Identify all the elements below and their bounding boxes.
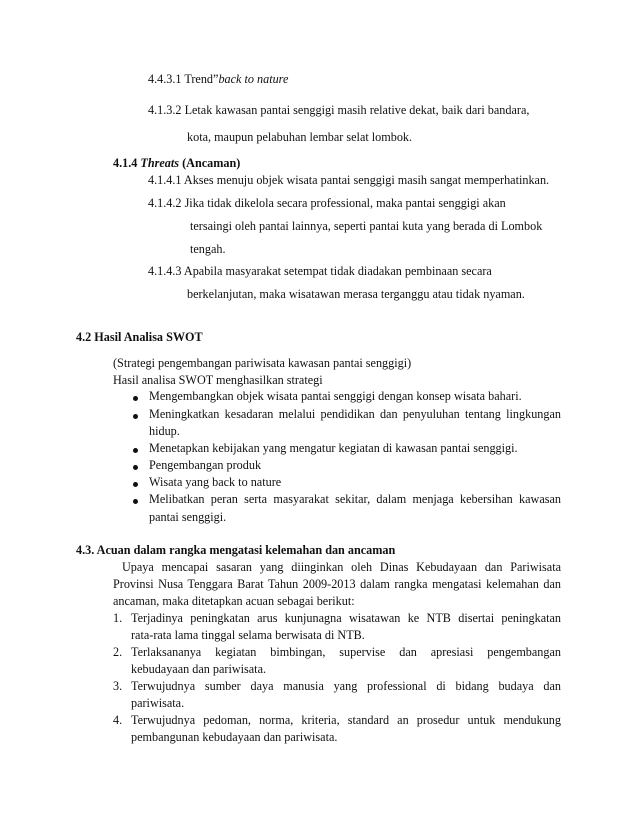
acuan-item-4-number: 4.: [113, 713, 123, 727]
acuan-para-line-2: Provinsi Nusa Tenggara Barat Tahun 2009-2013 dalam rangka mengatasi kelemahan dan: [113, 577, 561, 591]
swot-subtitle: (Strategi pengembangan pariwisata kawasan pantai senggigi): [113, 356, 412, 370]
acuan-item-3: Terwujudnya sumber daya manusia yang professional di bidang budaya dan: [131, 679, 561, 693]
threats-item-4141: 4.1.4.1 Akses menuju objek wisata pantai senggigi masih sangat memperhatinkan.: [148, 173, 550, 187]
acuan-heading: 4.3. Acuan dalam rangka mengatasi kelemahan dan ancaman: [76, 543, 396, 557]
bullet-icon: [133, 414, 138, 419]
acuan-item-2-number: 2.: [113, 645, 123, 659]
bullet-icon: [133, 482, 138, 487]
item-label: Trend”: [184, 72, 219, 86]
list-item-4132: 4.1.3.2 Letak kawasan pantai senggigi masih relative dekat, baik dari bandara,: [148, 103, 530, 117]
threats-title-rest: (Ancaman): [182, 156, 241, 170]
swot-intro: Hasil analisa SWOT menghasilkan strategi: [113, 373, 323, 387]
threats-item-4142-cont1: tersaingi oleh pantai lainnya, seperti pantai kuta yang berada di Lombok: [190, 219, 543, 233]
swot-bullet-6-cont: pantai senggigi.: [149, 510, 227, 524]
swot-bullet-6: Melibatkan peran serta masyarakat sekitar, dalam menjaga kebersihan kawasan: [149, 492, 561, 506]
bullet-icon: [133, 396, 138, 401]
swot-bullet-1: Mengembangkan objek wisata pantai senggigi dengan konsep wisata bahari.: [149, 389, 522, 403]
threats-heading: [113, 156, 240, 171]
bullet-icon: [133, 499, 138, 504]
threats-item-4142-cont2: tengah.: [190, 242, 226, 256]
acuan-item-4-cont: pembangunan kebudayaan dan pariwisata.: [131, 730, 338, 744]
threats-title-italic: Threats: [140, 156, 180, 170]
threats-item-4143-cont: berkelanjutan, maka wisatawan merasa terganggu atau tidak nyaman.: [187, 287, 525, 301]
acuan-para-line-1: Upaya mencapai sasaran yang diinginkan oleh Dinas Kebudayaan dan Pariwisata: [122, 560, 561, 574]
acuan-item-3-cont: pariwisata.: [131, 696, 185, 710]
acuan-item-2: Terlaksananya kegiatan bimbingan, supervise dan apresiasi pengembangan: [131, 645, 561, 659]
swot-bullet-2-cont: hidup.: [149, 424, 180, 438]
swot-bullet-3: Menetapkan kebijakan yang mengatur kegiatan di kawasan pantai senggigi.: [149, 441, 518, 455]
acuan-item-2-cont: kebudayaan dan pariwisata.: [131, 662, 267, 676]
list-item-4132-continuation: kota, maupun pelabuhan lembar selat lombok.: [187, 130, 413, 144]
swot-bullet-5: Wisata yang back to nature: [149, 475, 282, 489]
item-italic-text: back to nature: [218, 72, 289, 86]
swot-heading: 4.2 Hasil Analisa SWOT: [76, 330, 203, 344]
acuan-item-1: Terjadinya peningkatan arus kunjunagna wisatawan ke NTB disertai peningkatan: [131, 611, 561, 625]
bullet-icon: [133, 465, 138, 470]
acuan-item-4: Terwujudnya pedoman, norma, kriteria, standard an prosedur untuk mendukung: [131, 713, 561, 727]
threats-item-4143: 4.1.4.3 Apabila masyarakat setempat tidak diadakan pembinaan secara: [148, 264, 492, 278]
threats-item-4142: 4.1.4.2 Jika tidak dikelola secara professional, maka pantai senggigi akan: [148, 196, 506, 210]
list-item-4431: [148, 72, 288, 87]
acuan-para-line-3: ancaman, maka ditetapkan acuan sebagai berikut:: [113, 594, 355, 608]
swot-bullet-2: Meningkatkan kesadaran melalui pendidikan dan penyuluhan tentang lingkungan: [149, 407, 561, 421]
acuan-item-3-number: 3.: [113, 679, 123, 693]
acuan-item-1-cont: rata-rata lama tinggal selama berwisata di NTB.: [131, 628, 365, 642]
acuan-item-1-number: 1.: [113, 611, 123, 625]
swot-bullet-4: Pengembangan produk: [149, 458, 262, 472]
item-number: 4.4.3.1: [148, 72, 182, 86]
bullet-icon: [133, 448, 138, 453]
threats-number: 4.1.4: [113, 156, 138, 170]
